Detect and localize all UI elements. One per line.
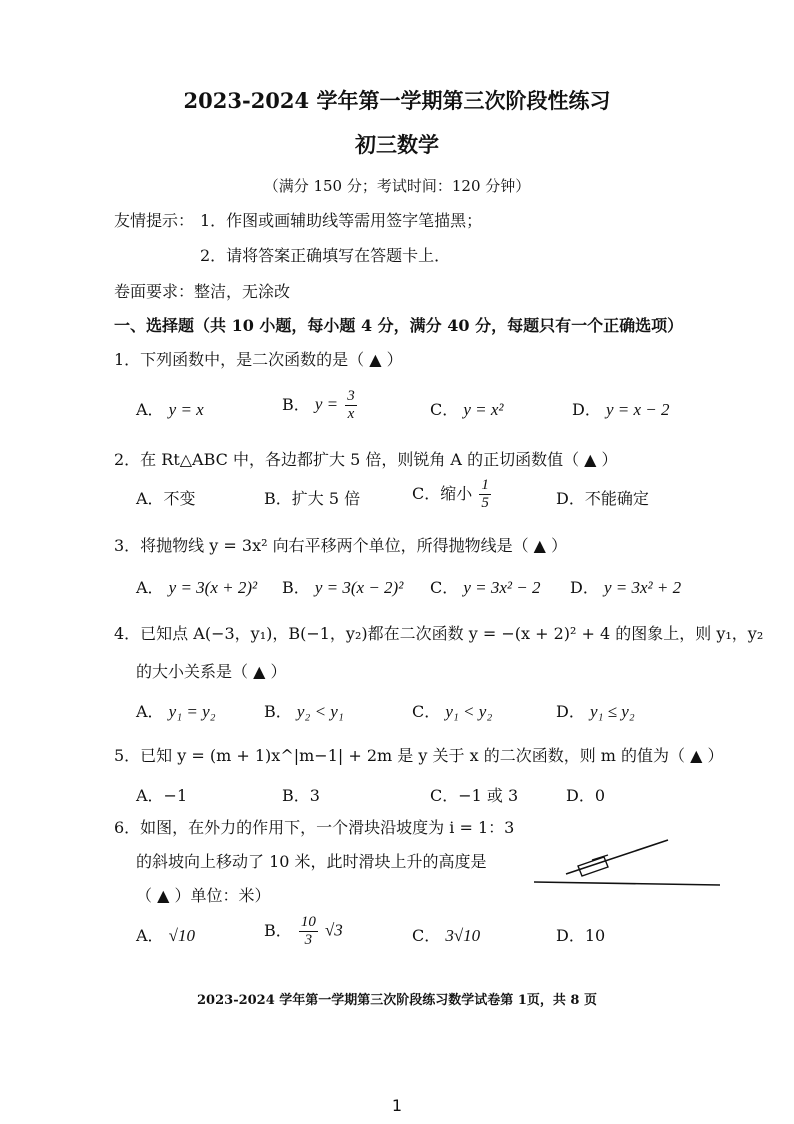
- question-4-option-b: [264, 702, 344, 722]
- option-letter: D．: [570, 578, 599, 597]
- question-5-option-d: D．0: [566, 786, 606, 805]
- notice-item-2: 2．请将答案正确填写在答题卡上．: [200, 246, 451, 265]
- question-4-option-a: [136, 702, 216, 722]
- option-math: y₁ ≤ y₂: [589, 702, 635, 721]
- fraction-denominator: x: [347, 405, 355, 422]
- option-math: y₁ < y₂: [445, 702, 493, 721]
- option-letter: C．: [412, 702, 441, 721]
- option-letter: A．: [136, 702, 164, 721]
- option-math: y₁ = y₂: [168, 702, 216, 721]
- ground-line: [534, 882, 720, 885]
- fraction-numerator: 10: [300, 914, 316, 930]
- fraction-denominator: 5: [481, 494, 489, 511]
- question-6-option-c: [412, 926, 480, 946]
- question-3-option-d: [570, 578, 681, 598]
- option-letter: A．: [136, 578, 164, 597]
- question-6-stem-line-1: 6．如图，在外力的作用下，一个滑块沿坡度为 i = 1：3: [114, 818, 515, 837]
- page-footer: 2023-2024 学年第一学期第三次阶段练习数学试卷第 1页，共 8 页: [197, 993, 597, 1008]
- option-letter: C．: [412, 926, 441, 945]
- notice-item-1: 1．作图或画辅助线等需用签字笔描黑；: [200, 211, 483, 230]
- option-math: √10: [168, 926, 195, 945]
- option-math: √3: [324, 920, 343, 940]
- option-letter: B．: [282, 578, 310, 597]
- question-6-option-b: [264, 914, 343, 948]
- question-2-option-d: D．不能确定: [556, 489, 649, 508]
- question-3-option-b: [282, 578, 403, 598]
- question-6-stem-line-2: 的斜坡向上移动了 10 米，此时滑块上升的高度是: [136, 852, 487, 871]
- section-heading: 一、选择题（共 10 小题，每小题 4 分，满分 40 分，每题只有一个正确选项）: [114, 316, 684, 335]
- question-2-option-c: [412, 477, 493, 511]
- fraction: [479, 477, 491, 511]
- option-letter: B．: [264, 702, 292, 721]
- option-math: 3√10: [445, 926, 481, 945]
- question-1-option-b: [282, 388, 359, 422]
- sheet-requirement: 卷面要求：整洁，无涂改: [114, 282, 291, 301]
- question-4-option-c: [412, 702, 492, 722]
- option-label: C．缩小: [412, 483, 473, 503]
- question-2-option-b: B．扩大 5 倍: [264, 489, 361, 508]
- option-letter: B．: [264, 920, 292, 940]
- fraction: [299, 914, 318, 948]
- question-5-stem: 5．已知 y = (m + 1)x^|m−1| + 2m 是 y 关于 x 的二次函数，则 m 的值为（ ▲ ）: [114, 746, 724, 765]
- fraction-numerator: 3: [347, 388, 355, 404]
- option-letter: C．: [430, 578, 459, 597]
- question-6-option-a: [136, 926, 195, 946]
- fraction-denominator: 3: [304, 931, 313, 948]
- fraction: [345, 388, 357, 422]
- option-letter: B．: [282, 394, 310, 414]
- option-letter: C．: [430, 400, 459, 419]
- slope-line: [566, 840, 668, 874]
- option-math: y = 3(x − 2)²: [314, 578, 404, 597]
- question-2-option-a: A．不变: [136, 489, 196, 508]
- exam-title: 2023-2024 学年第一学期第三次阶段性练习: [183, 88, 611, 113]
- fraction-numerator: 1: [481, 477, 489, 493]
- option-math: y = x: [168, 400, 204, 419]
- option-math: y = 3x² + 2: [603, 578, 682, 597]
- page-number: 1: [391, 1096, 403, 1115]
- question-6-stem-line-3: （ ▲ ）单位：米）: [136, 886, 271, 905]
- option-math: y =: [314, 394, 339, 414]
- question-1-option-a: [136, 400, 204, 420]
- question-1-option-d: [572, 400, 669, 420]
- option-letter: D．: [572, 400, 601, 419]
- slope-diagram: [528, 830, 724, 896]
- question-2-stem: 2．在 Rt△ABC 中，各边都扩大 5 倍，则锐角 A 的正切函数值（ ▲ ）: [114, 450, 618, 469]
- question-6-option-d: D．10: [556, 926, 606, 945]
- option-math: y = 3(x + 2)²: [168, 578, 258, 597]
- score-info: （满分 150 分；考试时间：120 分钟）: [263, 177, 531, 195]
- option-math: y = 3x² − 2: [463, 578, 541, 597]
- option-math: y = x − 2: [605, 400, 670, 419]
- question-5-option-a: A．−1: [136, 786, 188, 805]
- exam-subject: 初三数学: [355, 132, 439, 157]
- question-1-option-c: [430, 400, 504, 420]
- question-3-stem: 3．将抛物线 y = 3x² 向右平移两个单位，所得抛物线是（ ▲ ）: [114, 536, 568, 555]
- option-math: y₂ < y₁: [296, 702, 344, 721]
- notice-label: 友情提示：: [114, 211, 195, 230]
- question-4-option-d: [556, 702, 635, 722]
- question-1-stem: 1．下列函数中，是二次函数的是（ ▲ ）: [114, 350, 403, 369]
- question-4-stem-line-1: 4．已知点 A(−3，y₁)，B(−1，y₂)都在二次函数 y = −(x + 2)² + 4 的图象上，则 y₁，y₂: [114, 624, 764, 643]
- question-3-option-a: [136, 578, 257, 598]
- option-math: y = x²: [463, 400, 504, 419]
- option-letter: A．: [136, 400, 164, 419]
- question-3-option-c: [430, 578, 540, 598]
- option-letter: D．: [556, 702, 585, 721]
- option-letter: A．: [136, 926, 164, 945]
- question-5-option-b: B．3: [282, 786, 320, 805]
- question-4-stem-line-2: 的大小关系是（ ▲ ）: [136, 662, 287, 681]
- question-5-option-c: C．−1 或 3: [430, 786, 519, 805]
